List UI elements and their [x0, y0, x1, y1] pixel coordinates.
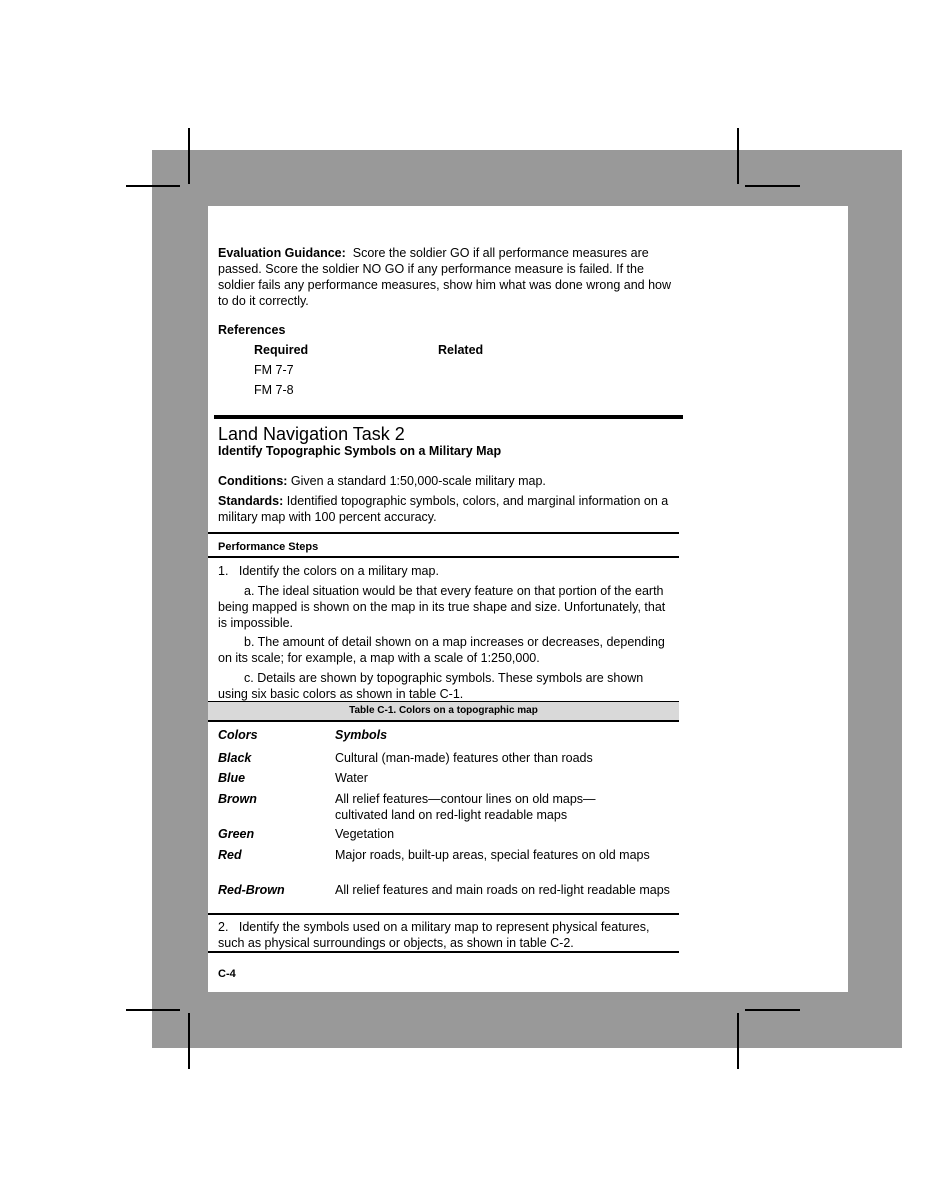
step-2: 2. Identify the symbols used on a military map to represent physical features, such as physical surroundings or objects, as shown in table C-2. [218, 920, 653, 950]
table-row-symbols: Cultural (man-made) features other than roads [335, 751, 593, 765]
crop-mark [737, 128, 739, 184]
step-1a: a. The ideal situation would be that every feature on that portion of the earth being mapped is shown on the map in its true shape and size. Unfortunately, that is impossible. [218, 584, 666, 630]
crop-mark [126, 1009, 180, 1011]
crop-mark [126, 185, 180, 187]
table-row-symbols: Vegetation [335, 827, 395, 841]
table-caption: Table C-1. Colors on a topographic map [208, 702, 679, 720]
crop-mark [188, 1013, 190, 1069]
rule [208, 556, 679, 558]
standards [218, 493, 680, 525]
table-row-color: Red [218, 848, 242, 862]
reference-item: FM 7-8 [254, 383, 294, 397]
table-row-symbols: All relief features and main roads on red-light readable maps [335, 883, 670, 897]
performance-heading: Performance Steps [218, 541, 319, 553]
table-row-color: Red-Brown [218, 883, 285, 897]
section-divider [214, 415, 683, 419]
crop-mark [188, 128, 190, 184]
reference-item: FM 7-7 [254, 363, 294, 377]
related-label: Related [438, 343, 484, 357]
required-label: Required [254, 343, 309, 357]
table-row-color: Black [218, 751, 252, 765]
step-1b: b. The amount of detail shown on a map increases or decreases, depending on its scale; for example, a map with a scale of 1:250,000. [218, 635, 665, 665]
table-row-symbols: All relief features—contour lines on old maps—cultivated land on red-light readable maps [335, 792, 596, 822]
rule [208, 951, 679, 953]
table-row-color: Blue [218, 771, 246, 785]
crop-mark [745, 185, 800, 187]
table-row-color: Brown [218, 792, 257, 806]
standards-label: Standards: [218, 494, 284, 508]
standards-text: Identified topographic symbols, colors, and marginal information on a military map with 100 percent accuracy. [218, 494, 669, 524]
conditions-text: Given a standard 1:50,000-scale military map. [290, 474, 546, 488]
evaluation-guidance [218, 245, 676, 309]
step-1c: c. Details are shown by topographic symbols. These symbols are shown using six basic colors as shown in table C-1. [218, 671, 644, 701]
table-header-symbols: Symbols [335, 728, 388, 742]
rule [208, 532, 679, 534]
rule [208, 701, 679, 702]
step-1: 1. Identify the colors on a military map. [218, 564, 439, 578]
crop-mark [737, 1013, 739, 1069]
task-subtitle: Identify Topographic Symbols on a Military Map [218, 444, 502, 458]
table-row-color: Green [218, 827, 255, 841]
conditions-label: Conditions: [218, 474, 288, 488]
references-heading: References [218, 323, 286, 337]
evaluation-text: Score the soldier GO if all performance measures are passed. Score the soldier NO GO if any performance measure is failed. If the soldier fails any performance measures, show him what was done wrong and how to do it correctly. [218, 246, 672, 308]
page-number: C-4 [218, 968, 236, 980]
table-header-colors: Colors [218, 728, 258, 742]
table-row-symbols: Major roads, built-up areas, special features on old maps [335, 848, 650, 862]
rule [208, 720, 679, 722]
crop-mark [745, 1009, 800, 1011]
task-title: Land Navigation Task 2 [218, 424, 405, 444]
evaluation-label: Evaluation Guidance: [218, 246, 346, 260]
table-row-symbols: Water [335, 771, 368, 785]
rule [208, 913, 679, 915]
conditions [218, 473, 678, 489]
